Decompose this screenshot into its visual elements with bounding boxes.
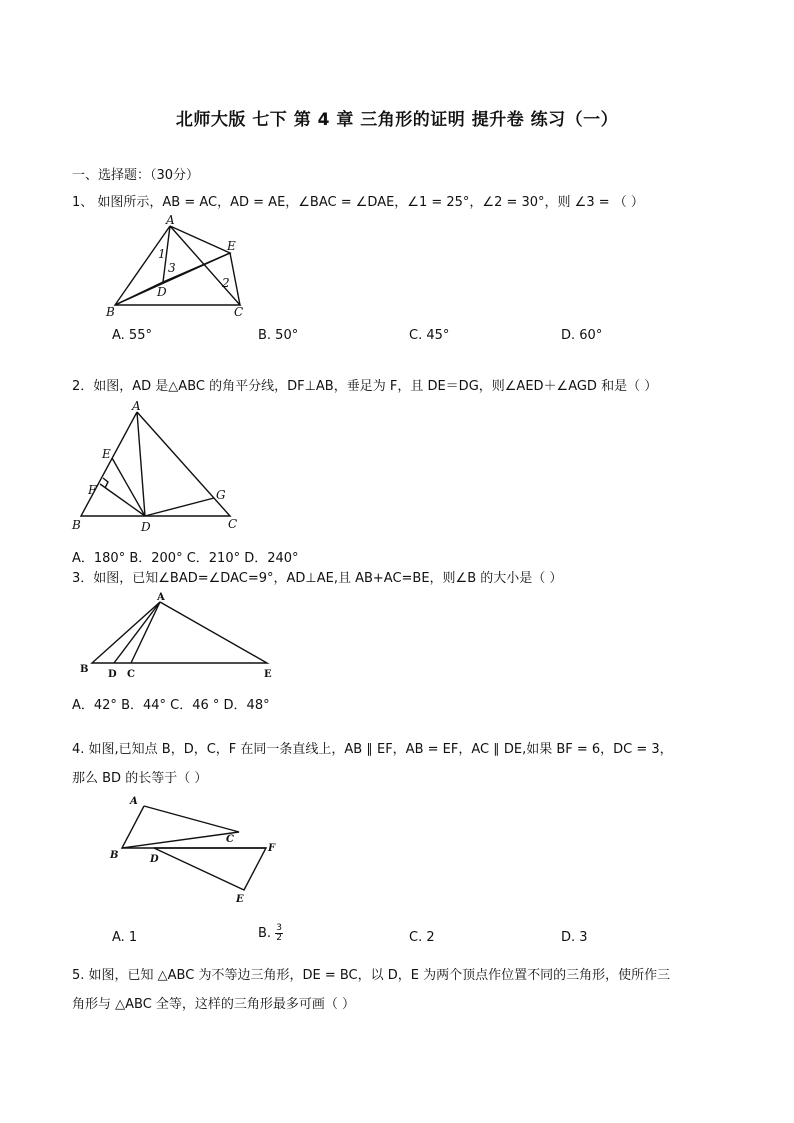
q2-segment-dg [145,498,214,516]
q3-label-d: D [108,669,117,680]
question-1-figure [100,212,260,320]
question-5-line-2: 角形与 △ABC 全等，这样的三角形最多可画（ ） [72,997,356,1012]
q2-segment-ed [112,458,145,516]
q2-label-f: F [88,483,97,497]
question-2-figure [70,398,250,534]
q4-label-e: E [236,894,244,905]
q1-label-c: C [234,305,244,319]
question-5-line-1: 5. 如图，已知 △ABC 为不等边三角形，DE = BC，以 D，E 为两个顶点作位置不同的三角形，使所作三 [72,968,671,983]
q3-triangle-abe [92,602,267,663]
q3-label-b: B [80,664,89,675]
q2-label-a: A [132,399,141,413]
question-4-figure [106,790,286,910]
q4-triangle-def [154,848,266,890]
q4-option-b-denominator: 2 [276,933,282,943]
q2-options[interactable]: A．180° B．200° C．210° D．240° [72,551,299,566]
q4-triangle-abc [122,806,239,848]
question-3-text: 3．如图，已知∠BAD=∠DAC=9°，AD⊥AE,且 AB+AC=BE，则∠B 的大小是（ ） [72,571,563,586]
q4-label-d: D [150,854,159,865]
q3-label-a: A [157,592,165,603]
q3-options[interactable]: A．42° B．44° C．46 ° D．48° [72,698,270,713]
question-4-line-1: 4. 如图,已知点 B，D，C，F 在同一条直线上，AB ∥ EF，AB = EF，AC ∥ DE,如果 BF = 6，DC = 3， [72,742,673,757]
q2-label-c: C [228,517,238,531]
q1-label-a: A [166,213,175,227]
q4-option-c[interactable]: C. 2 [409,930,435,945]
q2-label-e: E [102,447,111,461]
q1-angle-3: 3 [168,261,176,275]
q1-option-a[interactable]: A. 55° [112,328,152,343]
q4-label-a: A [130,796,138,807]
question-3-figure [74,590,284,682]
section-heading: 一、选择题：（30分） [72,168,200,183]
q2-segment-ad [137,412,145,516]
q2-segment-fd [100,484,145,516]
q2-triangle-abc [81,412,230,516]
q1-option-d[interactable]: D. 60° [561,328,603,343]
q3-label-c: C [127,669,135,680]
q2-label-g: G [216,488,226,502]
q3-segment-ad [114,602,160,663]
q4-label-b: B [110,850,119,861]
q4-option-b[interactable] [258,924,283,943]
q1-angle-2: 2 [222,276,230,290]
q4-label-f: F [268,843,276,854]
q1-option-b[interactable]: B. 50° [258,328,299,343]
q1-label-e: E [227,239,236,253]
q2-label-b: B [72,518,81,532]
q4-option-b-fraction [275,924,283,943]
q1-triangle-abc [115,226,240,305]
q1-option-c[interactable]: C. 45° [409,328,450,343]
q4-option-a[interactable]: A. 1 [112,930,138,945]
q4-option-b-numerator: 3 [276,923,282,933]
page-title: 北师大版 七下 第 4 章 三角形的证明 提升卷 练习（一） [175,110,619,130]
q1-label-d: D [157,285,167,299]
q1-angle-1: 1 [158,247,166,261]
q4-option-d[interactable]: D. 3 [561,930,588,945]
q4-label-c: C [226,834,234,845]
question-2-text: 2．如图，AD 是△ABC 的角平分线，DF⊥AB，垂足为 F，且 DE＝DG，则∠AED＋∠AGD 和是（ ） [72,379,658,394]
q2-label-d: D [141,520,151,534]
question-1-text: 1、 如图所示，AB = AC，AD = AE，∠BAC = ∠DAE，∠1 = 25°，∠2 = 30°，则 ∠3 = （ ） [72,195,644,210]
q4-option-b-prefix: B. [258,926,272,941]
q3-segment-ac [131,602,160,663]
q1-label-b: B [106,305,115,319]
question-4-line-2: 那么 BD 的长等于（ ） [72,771,208,786]
q1-segment-ec [230,253,240,305]
q3-label-e: E [264,669,272,680]
